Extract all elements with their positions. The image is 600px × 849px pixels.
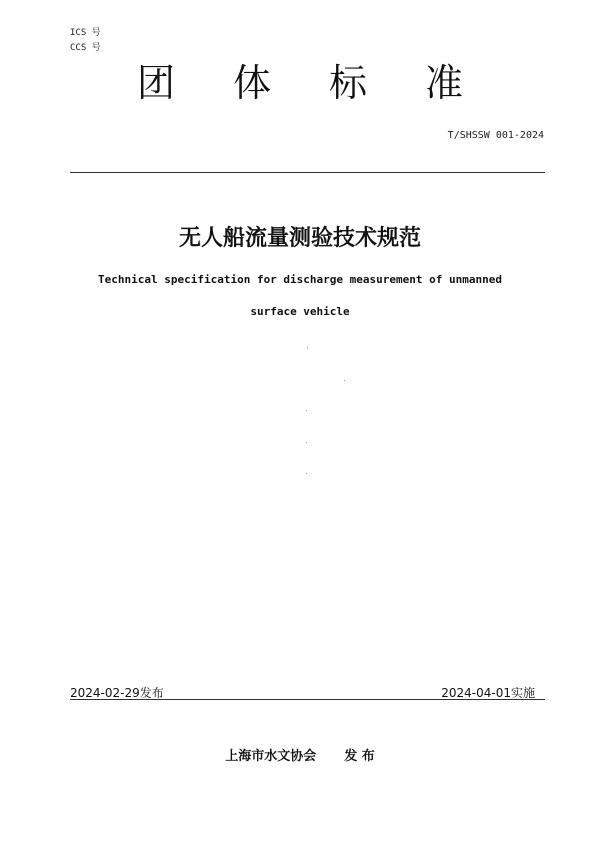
ccs-code-label: CCS 号 <box>70 43 101 53</box>
document-title-english-line-2: surface vehicle <box>250 305 350 318</box>
implementation-date: 2024-04-01实施 <box>441 686 535 700</box>
document-title-english-line-1: Technical specification for discharge measurement of unmanned <box>98 273 502 286</box>
top-divider <box>70 172 545 173</box>
standard-type-heading: 团体标准 <box>136 61 521 105</box>
standard-number: T/SHSSW 001-2024 <box>447 130 544 141</box>
issuer-line <box>0 745 600 764</box>
issuer-name: 上海市水文协会 <box>225 749 317 764</box>
scan-speck <box>306 473 307 474</box>
publish-date: 2024-02-29发布 <box>70 686 164 700</box>
scan-speck <box>306 410 307 411</box>
issuer-action: 发 布 <box>344 749 375 764</box>
scan-speck <box>344 380 345 381</box>
scan-speck <box>307 347 308 348</box>
document-title-chinese: 无人船流量测验技术规范 <box>178 226 421 251</box>
bottom-divider <box>70 699 545 700</box>
classification-codes <box>70 26 101 56</box>
scan-speck <box>306 442 307 443</box>
ics-code-label: ICS 号 <box>70 28 101 38</box>
